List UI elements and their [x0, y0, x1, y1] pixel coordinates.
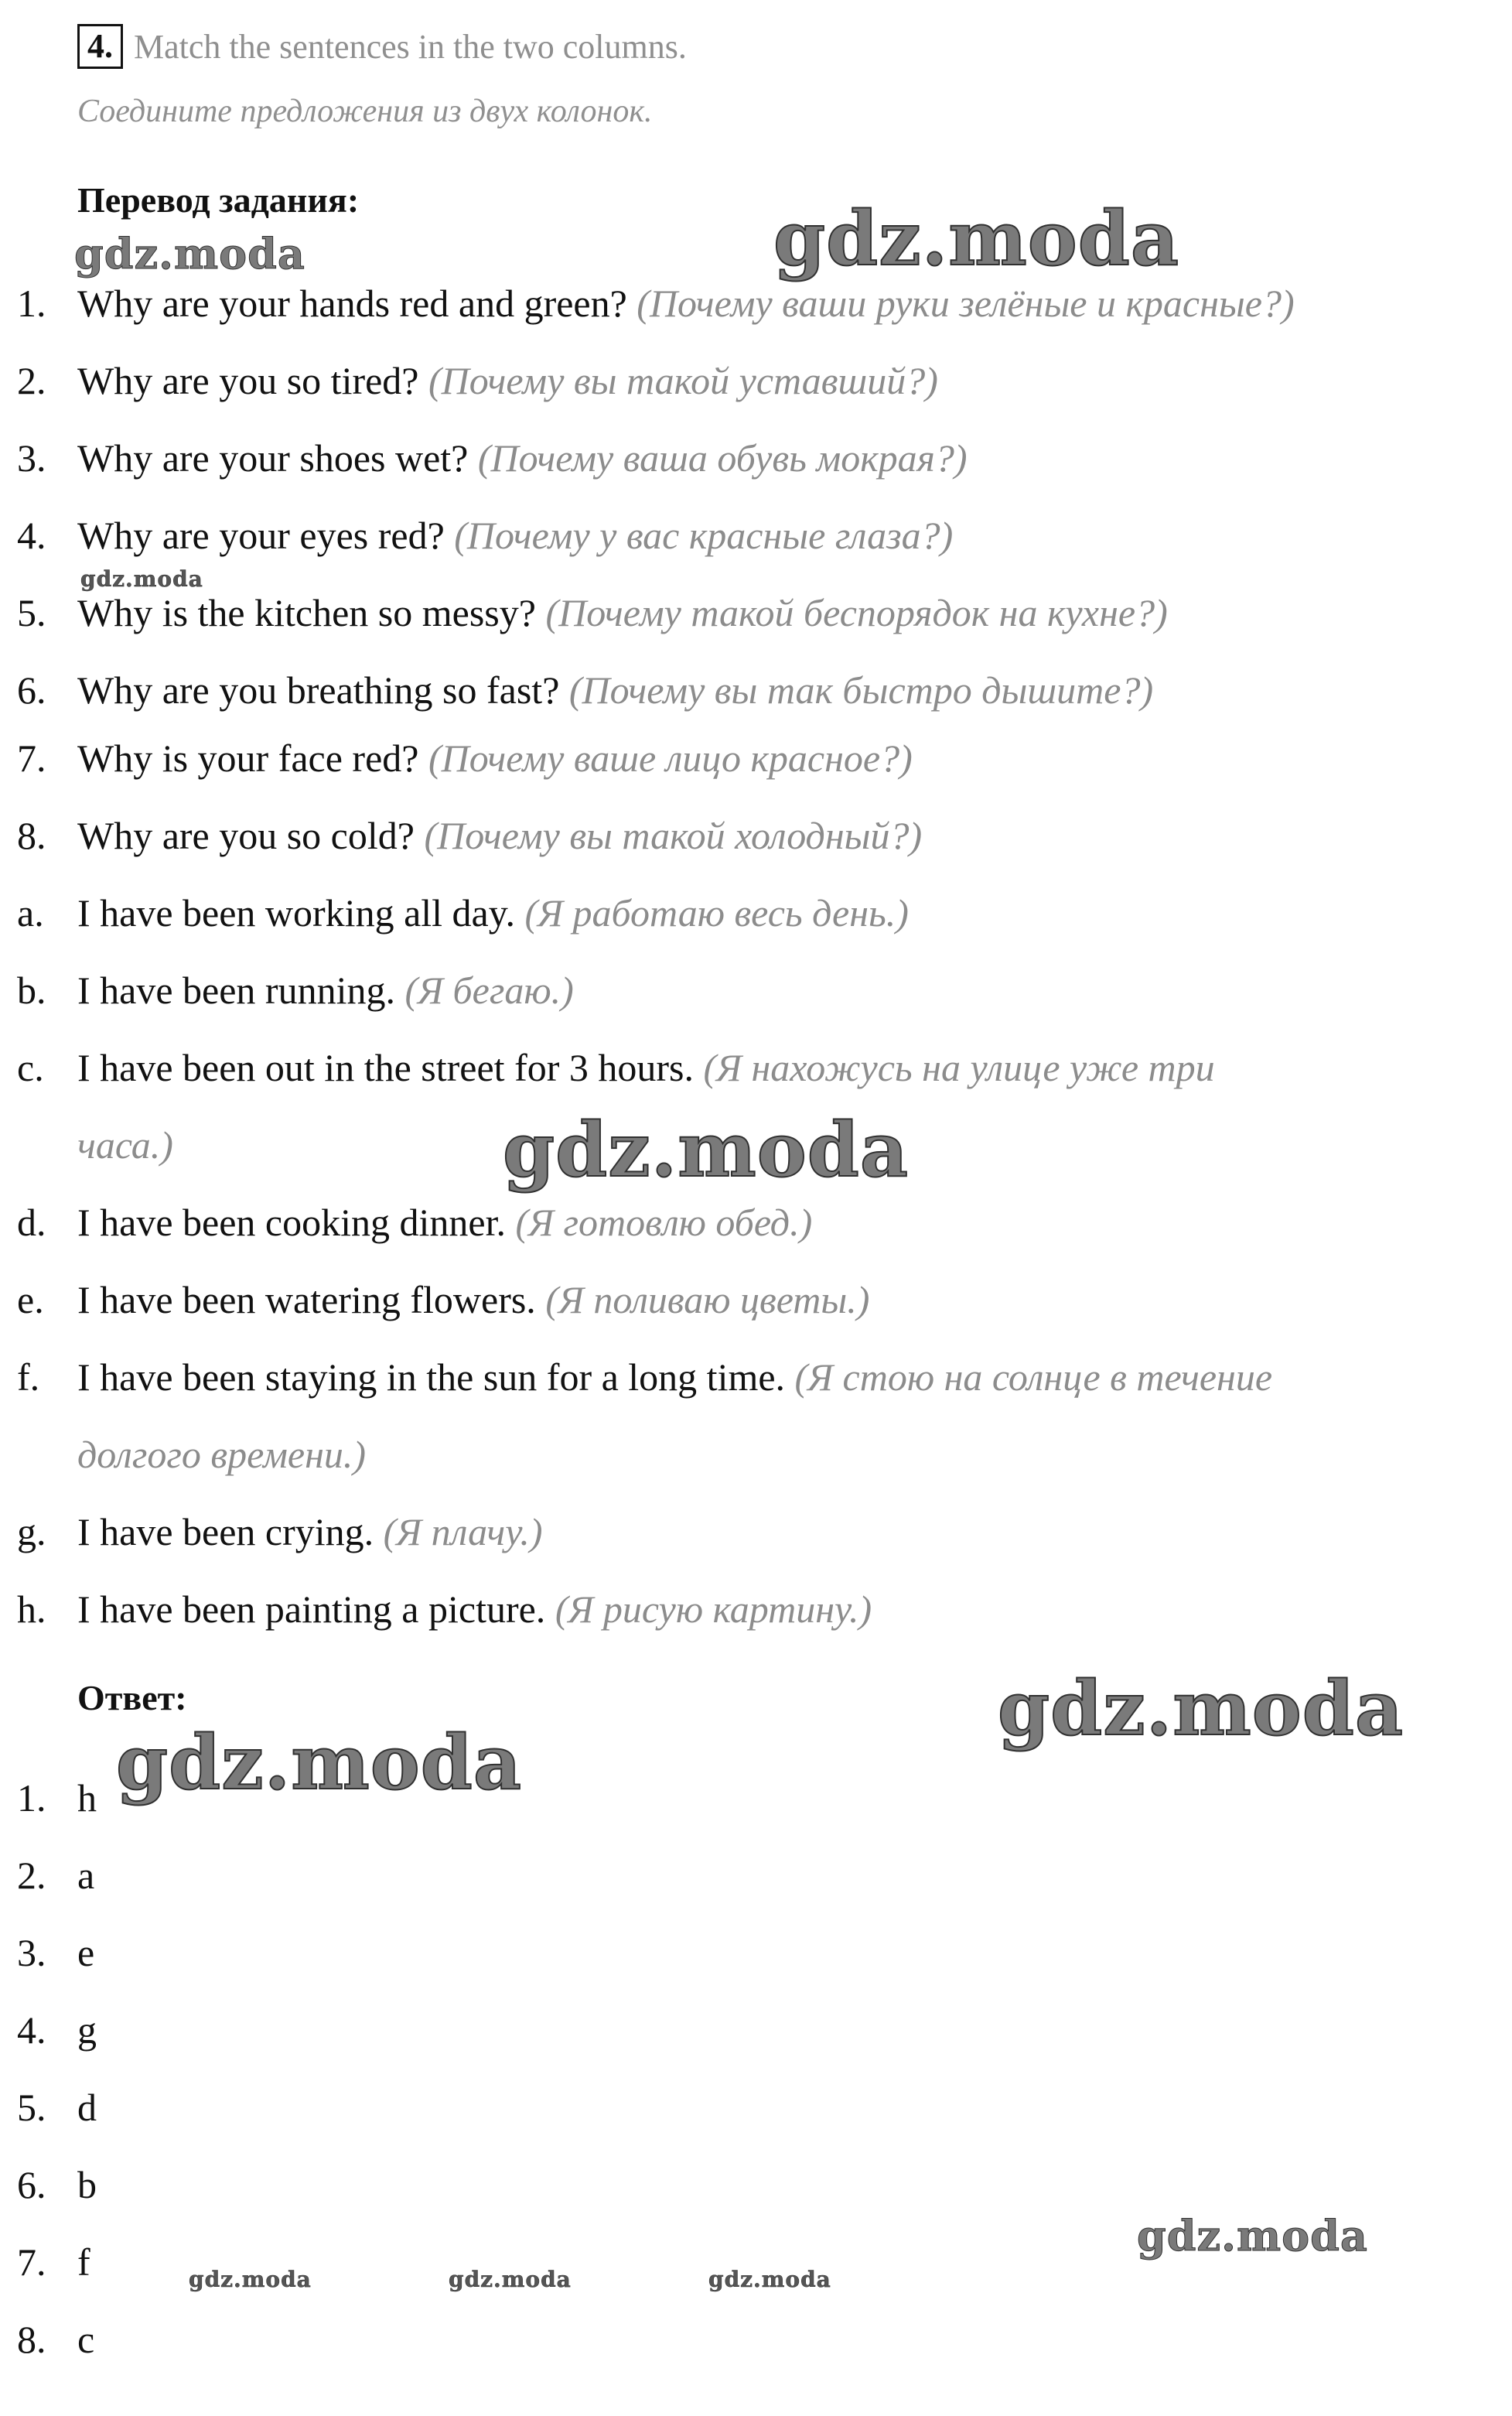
option-text: I have been staying in the sun for a long time.: [77, 1355, 786, 1399]
answer-value: g: [77, 2008, 97, 2052]
translation-title: Перевод задания:: [77, 180, 360, 220]
answer-marker: 1.: [17, 1776, 46, 1820]
option-marker: h.: [17, 1587, 46, 1631]
question-text: Why is the kitchen so messy?: [77, 591, 536, 634]
question-text: Why are you breathing so fast?: [77, 668, 560, 712]
question-translation: (Почему ваше лицо красное?): [428, 736, 913, 780]
answer-marker: 3.: [17, 1931, 46, 1974]
question-row: [0, 350, 1512, 412]
question-marker: 2.: [17, 359, 46, 402]
watermark-logo: gdz.moda: [998, 1665, 1404, 1752]
option-marker: b.: [17, 969, 46, 1012]
option-marker: c.: [17, 1046, 44, 1089]
question-text: Why are your hands red and green?: [77, 282, 627, 325]
question-translation: (Почему ваша обувь мокрая?): [477, 436, 968, 480]
question-marker: 7.: [17, 736, 46, 780]
task-instruction-ru: Соедините предложения из двух колонок.: [77, 94, 653, 129]
option-translation-continued: часа.): [77, 1123, 173, 1167]
question-marker: 6.: [17, 668, 46, 712]
option-text: I have been cooking dinner.: [77, 1201, 506, 1244]
watermark-logo: gdz.moda: [189, 2267, 312, 2292]
question-marker: 5.: [17, 591, 46, 634]
answer-marker: 5.: [17, 2086, 46, 2129]
option-marker: f.: [17, 1355, 40, 1399]
answer-marker: 2.: [17, 1854, 46, 1897]
question-marker: 4.: [17, 514, 46, 557]
question-text: Why are you so tired?: [77, 359, 419, 402]
question-translation: (Почему вы такой уставший?): [428, 359, 938, 402]
task-header: [77, 22, 687, 71]
question-translation: (Почему вы так быстро дышите?): [568, 668, 1154, 712]
option-marker: e.: [17, 1278, 44, 1321]
question-row: [0, 427, 1512, 489]
option-translation: (Я рисую картину.): [555, 1587, 872, 1631]
answer-row: [0, 1999, 1512, 2061]
option-marker: g.: [17, 1510, 46, 1553]
option-translation: (Я бегаю.): [404, 969, 574, 1012]
option-translation: (Я стою на солнце в течение: [794, 1355, 1273, 1399]
option-text: I have been painting a picture.: [77, 1587, 546, 1631]
task-instruction: Match the sentences in the two columns.: [134, 27, 687, 66]
question-row: [0, 727, 1512, 789]
question-text: Why are you so cold?: [77, 814, 415, 857]
answer-marker: 6.: [17, 2163, 46, 2206]
option-translation: (Я нахожусь на улице уже три: [703, 1046, 1215, 1089]
watermark-logo: gdz.moda: [503, 1106, 910, 1194]
question-translation: (Почему ваши руки зелёные и красные?): [637, 282, 1295, 325]
question-marker: 1.: [17, 282, 46, 325]
question-text: Why is your face red?: [77, 736, 419, 780]
question-text: Why are your shoes wet?: [77, 436, 469, 480]
watermark-logo: gdz.moda: [449, 2267, 572, 2292]
answer-value: b: [77, 2163, 97, 2206]
question-row: [0, 582, 1512, 644]
option-translation: (Я поливаю цветы.): [545, 1278, 870, 1321]
answer-marker: 4.: [17, 2008, 46, 2052]
option-translation: (Я готовлю обед.): [515, 1201, 813, 1244]
watermark-logo: gdz.moda: [708, 2267, 831, 2292]
option-translation-continued: долгого времени.): [77, 1433, 367, 1476]
option-row: [0, 1346, 1512, 1408]
option-row: [0, 882, 1512, 944]
answer-marker: 7.: [17, 2240, 46, 2284]
option-text: I have been working all day.: [77, 891, 515, 935]
option-row: [0, 1191, 1512, 1253]
answer-title: Ответ:: [77, 1678, 187, 1717]
question-row: [0, 805, 1512, 866]
option-row: [0, 1501, 1512, 1563]
option-marker: d.: [17, 1201, 46, 1244]
answer-value: e: [77, 1931, 95, 1974]
question-row: [0, 272, 1512, 334]
option-translation: (Я плачу.): [383, 1510, 543, 1553]
question-marker: 8.: [17, 814, 46, 857]
option-translation: (Я работаю весь день.): [524, 891, 909, 935]
option-text: I have been out in the street for 3 hours.: [77, 1046, 694, 1089]
option-row: [0, 1269, 1512, 1331]
answer-row: [0, 2154, 1512, 2216]
answer-value: h: [77, 1776, 97, 1820]
answer-value: c: [77, 2318, 95, 2361]
option-text: I have been crying.: [77, 1510, 374, 1553]
option-row: [0, 1578, 1512, 1640]
task-number: 4.: [77, 24, 123, 69]
answer-marker: 8.: [17, 2318, 46, 2361]
answer-row: [0, 1844, 1512, 1906]
question-marker: 3.: [17, 436, 46, 480]
option-row: [0, 1037, 1512, 1099]
answer-row: [0, 1922, 1512, 1984]
answer-row: [0, 2308, 1512, 2370]
watermark-logo: gdz.moda: [74, 229, 305, 279]
question-row: [0, 659, 1512, 721]
option-row: [0, 959, 1512, 1021]
question-text: Why are your eyes red?: [77, 514, 445, 557]
answer-value: f: [77, 2240, 90, 2284]
watermark-logo: gdz.moda: [1137, 2211, 1368, 2261]
option-text: I have been running.: [77, 969, 395, 1012]
question-translation: (Почему вы такой холодный?): [424, 814, 923, 857]
watermark-logo: gdz.moda: [773, 195, 1180, 282]
answer-value: d: [77, 2086, 97, 2129]
option-marker: a.: [17, 891, 44, 935]
question-translation: (Почему такой беспорядок на кухне?): [545, 591, 1168, 634]
question-translation: (Почему у вас красные глаза?): [454, 514, 954, 557]
answer-row: [0, 2076, 1512, 2138]
watermark-logo: gdz.moda: [116, 1719, 523, 1806]
question-row: [0, 504, 1512, 566]
answer-value: a: [77, 1854, 95, 1897]
watermark-logo: gdz.moda: [80, 566, 203, 592]
option-text: I have been watering flowers.: [77, 1278, 536, 1321]
